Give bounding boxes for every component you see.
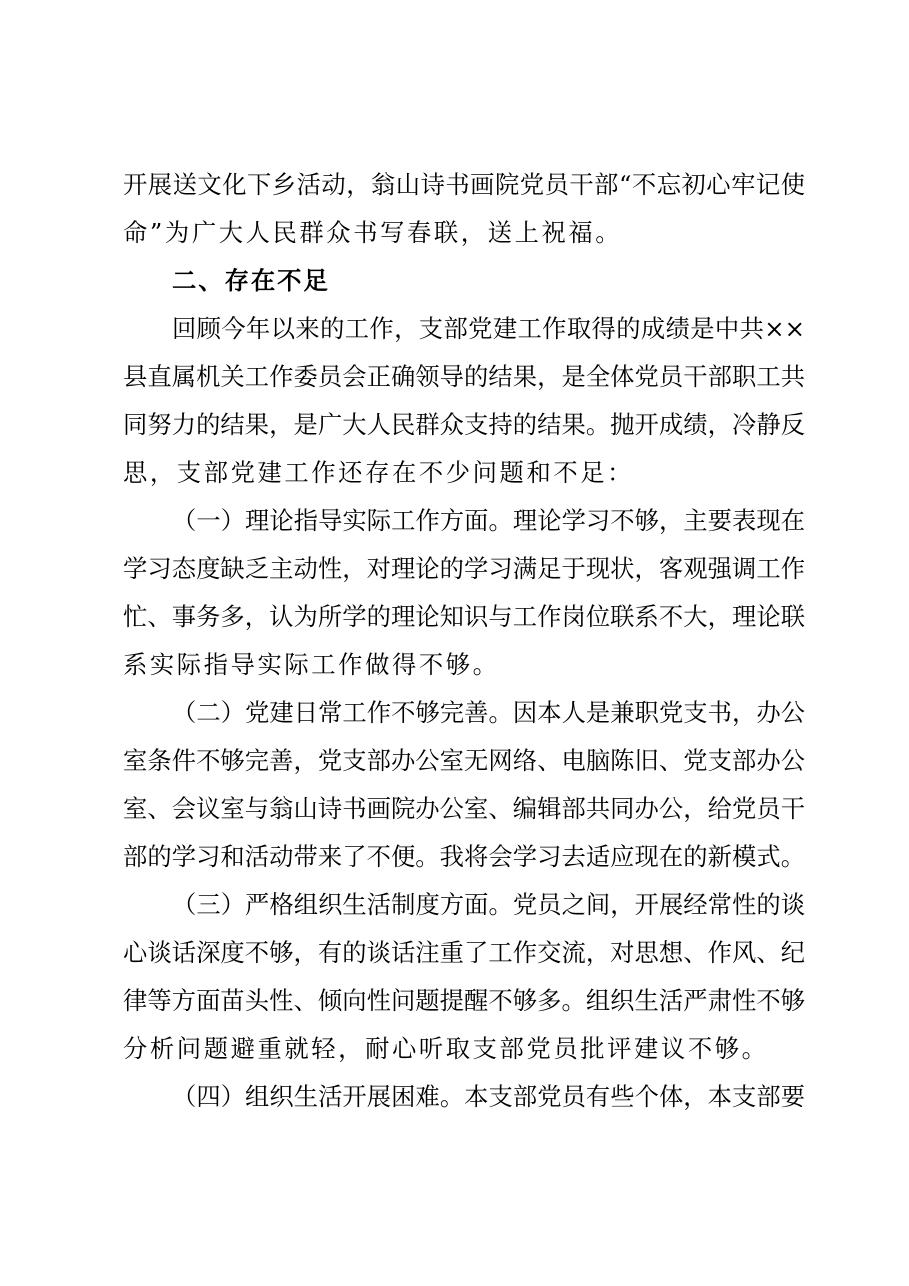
paragraph-line: 部的学习和活动带来了不便。我将会学习去适应现在的新模式。	[123, 842, 805, 871]
paragraph-line: 开展送文化下乡活动，翁山诗书画院党员干部“不忘初心牢记使	[123, 170, 805, 199]
paragraph-line: 命”为广大人民群众书写春联，送上祝福。	[123, 218, 623, 247]
paragraph-line: 学习态度缺乏主动性，对理论的学习满足于现状，客观强调工作	[123, 554, 805, 583]
paragraph-line: 回顾今年以来的工作，支部党建工作取得的成绩是中共××	[172, 314, 805, 343]
paragraph-line: 同努力的结果，是广大人民群众支持的结果。抛开成绩，冷静反	[123, 410, 805, 439]
paragraph-line: 分析问题避重就轻，耐心听取支部党员批评建议不够。	[123, 1034, 769, 1063]
paragraph-line: （三）严格组织生活制度方面。党员之间，开展经常性的谈	[172, 890, 805, 919]
paragraph-line: （一）理论指导实际工作方面。理论学习不够，主要表现在	[172, 506, 805, 535]
paragraph-line: 室、会议室与翁山诗书画院办公室、编辑部共同办公，给党员干	[123, 794, 805, 823]
paragraph-line: （四）组织生活开展困难。本支部党员有些个体，本支部要	[172, 1082, 805, 1111]
paragraph-line: 县直属机关工作委员会正确领导的结果，是全体党员干部职工共	[123, 362, 805, 391]
paragraph-line: 忙、事务多，认为所学的理论知识与工作岗位联系不大，理论联	[123, 602, 805, 631]
paragraph-line: （二）党建日常工作不够完善。因本人是兼职党支书，办公	[172, 698, 805, 727]
paragraph-line: 心谈话深度不够，有的谈话注重了工作交流，对思想、作风、纪	[123, 938, 805, 967]
section-heading: 二、存在不足	[172, 266, 330, 295]
paragraph-line: 思，支部党建工作还存在不少问题和不足：	[123, 458, 635, 487]
paragraph-line: 系实际指导实际工作做得不够。	[123, 650, 500, 679]
paragraph-line: 律等方面苗头性、倾向性问题提醒不够多。组织生活严肃性不够	[123, 986, 805, 1015]
paragraph-line: 室条件不够完善，党支部办公室无网络、电脑陈旧、党支部办公	[123, 746, 805, 775]
